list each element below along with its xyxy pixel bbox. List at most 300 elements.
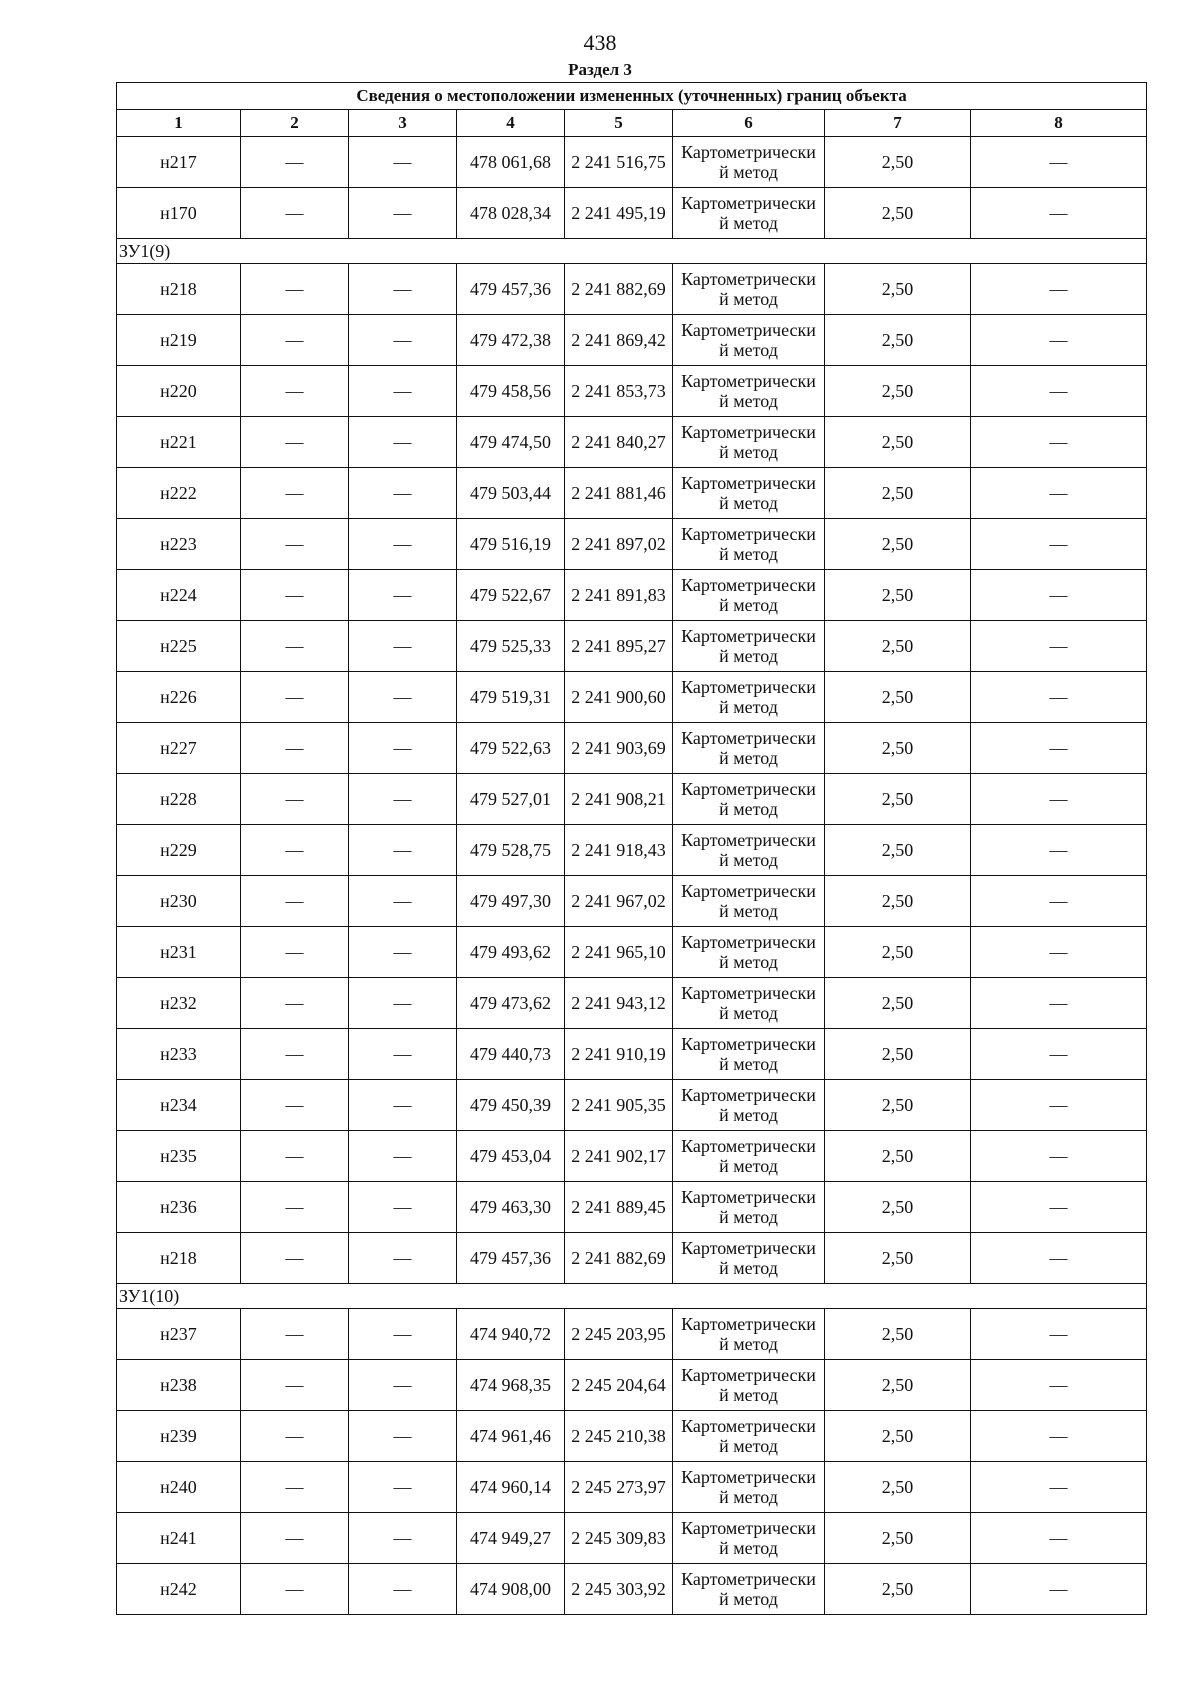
dash-cell: — (971, 723, 1147, 774)
point-name-cell: н236 (117, 1182, 241, 1233)
y-coordinate-cell: 2 245 309,83 (565, 1513, 673, 1564)
method-cell (673, 825, 825, 876)
point-name-cell: н224 (117, 570, 241, 621)
table-row (117, 1233, 1147, 1284)
y-coordinate-cell: 2 241 882,69 (565, 1233, 673, 1284)
method-line-2: й метод (719, 1589, 778, 1609)
method-cell (673, 1182, 825, 1233)
point-name-cell: н230 (117, 876, 241, 927)
dash-cell: — (349, 1462, 457, 1513)
table-row (117, 366, 1147, 417)
method-line-1: Картометрически (681, 626, 816, 646)
dash-cell: — (349, 876, 457, 927)
table-row (117, 1029, 1147, 1080)
dash-cell: — (241, 519, 349, 570)
column-number: 5 (565, 110, 673, 137)
table-row (117, 672, 1147, 723)
dash-cell: — (241, 570, 349, 621)
x-coordinate-cell: 474 961,46 (457, 1411, 565, 1462)
accuracy-cell: 2,50 (825, 1411, 971, 1462)
section-title: Раздел 3 (568, 60, 632, 79)
accuracy-cell: 2,50 (825, 1233, 971, 1284)
accuracy-cell: 2,50 (825, 1182, 971, 1233)
method-line-2: й метод (719, 1487, 778, 1507)
point-name-cell: н217 (117, 137, 241, 188)
method-line-1: Картометрически (681, 1238, 816, 1258)
method-cell (673, 468, 825, 519)
y-coordinate-cell: 2 241 965,10 (565, 927, 673, 978)
dash-cell: — (971, 1513, 1147, 1564)
dash-cell: — (241, 315, 349, 366)
method-cell (673, 1513, 825, 1564)
dash-cell: — (241, 1131, 349, 1182)
accuracy-cell: 2,50 (825, 519, 971, 570)
dash-cell: — (241, 468, 349, 519)
method-line-2: й метод (719, 1385, 778, 1405)
method-cell (673, 1309, 825, 1360)
method-line-1: Картометрически (681, 524, 816, 544)
method-line-1: Картометрически (681, 473, 816, 493)
table-row (117, 468, 1147, 519)
method-line-2: й метод (719, 1207, 778, 1227)
dash-cell: — (971, 188, 1147, 239)
dash-cell: — (241, 1182, 349, 1233)
dash-cell: — (241, 1309, 349, 1360)
method-line-2: й метод (719, 289, 778, 309)
method-line-2: й метод (719, 952, 778, 972)
method-cell (673, 417, 825, 468)
x-coordinate-cell: 479 440,73 (457, 1029, 565, 1080)
table-row (117, 315, 1147, 366)
dash-cell: — (349, 315, 457, 366)
dash-cell: — (971, 621, 1147, 672)
table-row (117, 137, 1147, 188)
dash-cell: — (349, 264, 457, 315)
method-line-1: Картометрически (681, 1518, 816, 1538)
x-coordinate-cell: 474 940,72 (457, 1309, 565, 1360)
method-line-2: й метод (719, 1003, 778, 1023)
point-name-cell: н218 (117, 264, 241, 315)
dash-cell: — (241, 1513, 349, 1564)
group-header-row (117, 1284, 1147, 1309)
y-coordinate-cell: 2 241 908,21 (565, 774, 673, 825)
accuracy-cell: 2,50 (825, 1080, 971, 1131)
dash-cell: — (349, 1182, 457, 1233)
dash-cell: — (971, 417, 1147, 468)
dash-cell: — (971, 1564, 1147, 1615)
method-line-1: Картометрически (681, 320, 816, 340)
method-line-2: й метод (719, 1538, 778, 1558)
accuracy-cell: 2,50 (825, 927, 971, 978)
method-line-1: Картометрически (681, 1416, 816, 1436)
y-coordinate-cell: 2 241 903,69 (565, 723, 673, 774)
method-cell (673, 621, 825, 672)
dash-cell: — (349, 417, 457, 468)
accuracy-cell: 2,50 (825, 876, 971, 927)
method-line-1: Картометрически (681, 1314, 816, 1334)
dash-cell: — (349, 570, 457, 621)
column-number: 7 (825, 110, 971, 137)
dash-cell: — (349, 621, 457, 672)
method-line-1: Картометрически (681, 1136, 816, 1156)
dash-cell: — (349, 1513, 457, 1564)
dash-cell: — (971, 1360, 1147, 1411)
table-row (117, 876, 1147, 927)
table-row (117, 978, 1147, 1029)
dash-cell: — (349, 672, 457, 723)
method-line-1: Картометрически (681, 422, 816, 442)
y-coordinate-cell: 2 241 840,27 (565, 417, 673, 468)
dash-cell: — (971, 570, 1147, 621)
method-cell (673, 1411, 825, 1462)
method-line-2: й метод (719, 1334, 778, 1354)
dash-cell: — (971, 315, 1147, 366)
point-name-cell: н233 (117, 1029, 241, 1080)
dash-cell: — (241, 774, 349, 825)
dash-cell: — (971, 876, 1147, 927)
method-line-2: й метод (719, 697, 778, 717)
method-cell (673, 366, 825, 417)
y-coordinate-cell: 2 241 882,69 (565, 264, 673, 315)
point-name-cell: н222 (117, 468, 241, 519)
method-line-1: Картометрически (681, 193, 816, 213)
point-name-cell: н223 (117, 519, 241, 570)
method-cell (673, 723, 825, 774)
group-label: ЗУ1(10) (117, 1284, 1147, 1309)
x-coordinate-cell: 479 516,19 (457, 519, 565, 570)
accuracy-cell: 2,50 (825, 1360, 971, 1411)
x-coordinate-cell: 479 474,50 (457, 417, 565, 468)
method-line-2: й метод (719, 748, 778, 768)
x-coordinate-cell: 479 457,36 (457, 1233, 565, 1284)
dash-cell: — (971, 468, 1147, 519)
dash-cell: — (349, 1309, 457, 1360)
dash-cell: — (971, 927, 1147, 978)
dash-cell: — (971, 519, 1147, 570)
point-name-cell: н228 (117, 774, 241, 825)
method-line-1: Картометрически (681, 830, 816, 850)
point-name-cell: н237 (117, 1309, 241, 1360)
point-name-cell: н240 (117, 1462, 241, 1513)
method-line-1: Картометрически (681, 1085, 816, 1105)
method-cell (673, 774, 825, 825)
point-name-cell: н232 (117, 978, 241, 1029)
y-coordinate-cell: 2 241 905,35 (565, 1080, 673, 1131)
dash-cell: — (241, 672, 349, 723)
method-line-2: й метод (719, 646, 778, 666)
dash-cell: — (971, 978, 1147, 1029)
method-line-1: Картометрически (681, 728, 816, 748)
dash-cell: — (971, 1462, 1147, 1513)
method-cell (673, 264, 825, 315)
y-coordinate-cell: 2 241 897,02 (565, 519, 673, 570)
x-coordinate-cell: 479 453,04 (457, 1131, 565, 1182)
dash-cell: — (971, 1029, 1147, 1080)
table-row (117, 621, 1147, 672)
y-coordinate-cell: 2 241 853,73 (565, 366, 673, 417)
accuracy-cell: 2,50 (825, 723, 971, 774)
dash-cell: — (349, 137, 457, 188)
dash-cell: — (349, 723, 457, 774)
method-cell (673, 978, 825, 1029)
accuracy-cell: 2,50 (825, 366, 971, 417)
method-line-2: й метод (719, 493, 778, 513)
method-cell (673, 927, 825, 978)
x-coordinate-cell: 474 949,27 (457, 1513, 565, 1564)
dash-cell: — (349, 468, 457, 519)
method-line-1: Картометрически (681, 881, 816, 901)
dash-cell: — (971, 137, 1147, 188)
accuracy-cell: 2,50 (825, 825, 971, 876)
dash-cell: — (241, 876, 349, 927)
accuracy-cell: 2,50 (825, 315, 971, 366)
accuracy-cell: 2,50 (825, 1029, 971, 1080)
point-name-cell: н218 (117, 1233, 241, 1284)
table-row (117, 1513, 1147, 1564)
y-coordinate-cell: 2 245 203,95 (565, 1309, 673, 1360)
y-coordinate-cell: 2 245 210,38 (565, 1411, 673, 1462)
y-coordinate-cell: 2 245 273,97 (565, 1462, 673, 1513)
dash-cell: — (241, 1233, 349, 1284)
accuracy-cell: 2,50 (825, 621, 971, 672)
dash-cell: — (349, 927, 457, 978)
dash-cell: — (349, 1411, 457, 1462)
method-line-2: й метод (719, 1436, 778, 1456)
method-cell (673, 570, 825, 621)
x-coordinate-cell: 479 458,56 (457, 366, 565, 417)
accuracy-cell: 2,50 (825, 1131, 971, 1182)
x-coordinate-cell: 474 908,00 (457, 1564, 565, 1615)
method-line-2: й метод (719, 1258, 778, 1278)
method-cell (673, 188, 825, 239)
y-coordinate-cell: 2 241 943,12 (565, 978, 673, 1029)
dash-cell: — (349, 188, 457, 239)
method-line-2: й метод (719, 162, 778, 182)
group-header-row (117, 239, 1147, 264)
method-line-2: й метод (719, 544, 778, 564)
page-number: 438 (583, 30, 617, 55)
dash-cell: — (971, 1131, 1147, 1182)
y-coordinate-cell: 2 241 891,83 (565, 570, 673, 621)
y-coordinate-cell: 2 241 910,19 (565, 1029, 673, 1080)
point-name-cell: н239 (117, 1411, 241, 1462)
point-name-cell: н227 (117, 723, 241, 774)
x-coordinate-cell: 479 522,63 (457, 723, 565, 774)
x-coordinate-cell: 479 522,67 (457, 570, 565, 621)
accuracy-cell: 2,50 (825, 468, 971, 519)
dash-cell: — (349, 1564, 457, 1615)
column-numbers-row (117, 110, 1147, 137)
accuracy-cell: 2,50 (825, 672, 971, 723)
method-line-1: Картометрически (681, 1034, 816, 1054)
dash-cell: — (971, 1080, 1147, 1131)
method-line-2: й метод (719, 1156, 778, 1176)
dash-cell: — (241, 1029, 349, 1080)
dash-cell: — (971, 1411, 1147, 1462)
y-coordinate-cell: 2 241 900,60 (565, 672, 673, 723)
dash-cell: — (241, 927, 349, 978)
method-line-2: й метод (719, 442, 778, 462)
point-name-cell: н170 (117, 188, 241, 239)
x-coordinate-cell: 479 497,30 (457, 876, 565, 927)
method-cell (673, 876, 825, 927)
dash-cell: — (349, 1029, 457, 1080)
table-row (117, 1080, 1147, 1131)
x-coordinate-cell: 479 457,36 (457, 264, 565, 315)
dash-cell: — (241, 1564, 349, 1615)
method-cell (673, 1029, 825, 1080)
method-line-1: Картометрически (681, 142, 816, 162)
point-name-cell: н226 (117, 672, 241, 723)
method-cell (673, 1080, 825, 1131)
y-coordinate-cell: 2 245 204,64 (565, 1360, 673, 1411)
x-coordinate-cell: 478 028,34 (457, 188, 565, 239)
accuracy-cell: 2,50 (825, 417, 971, 468)
x-coordinate-cell: 479 463,30 (457, 1182, 565, 1233)
method-cell (673, 137, 825, 188)
coordinates-table (116, 82, 1147, 1615)
point-name-cell: н221 (117, 417, 241, 468)
method-cell (673, 519, 825, 570)
accuracy-cell: 2,50 (825, 1564, 971, 1615)
dash-cell: — (971, 1309, 1147, 1360)
method-cell (673, 1131, 825, 1182)
table-row (117, 264, 1147, 315)
accuracy-cell: 2,50 (825, 1309, 971, 1360)
y-coordinate-cell: 2 241 516,75 (565, 137, 673, 188)
point-name-cell: н238 (117, 1360, 241, 1411)
dash-cell: — (241, 137, 349, 188)
dash-cell: — (241, 188, 349, 239)
dash-cell: — (349, 366, 457, 417)
dash-cell: — (241, 264, 349, 315)
group-label: ЗУ1(9) (117, 239, 1147, 264)
accuracy-cell: 2,50 (825, 137, 971, 188)
x-coordinate-cell: 479 473,62 (457, 978, 565, 1029)
table-row (117, 1360, 1147, 1411)
dash-cell: — (241, 621, 349, 672)
accuracy-cell: 2,50 (825, 1462, 971, 1513)
dash-cell: — (349, 519, 457, 570)
method-cell (673, 1233, 825, 1284)
method-line-1: Картометрически (681, 779, 816, 799)
table-row (117, 188, 1147, 239)
dash-cell: — (241, 978, 349, 1029)
y-coordinate-cell: 2 241 869,42 (565, 315, 673, 366)
column-number: 1 (117, 110, 241, 137)
method-line-1: Картометрически (681, 1569, 816, 1589)
y-coordinate-cell: 2 241 902,17 (565, 1131, 673, 1182)
dash-cell: — (971, 774, 1147, 825)
dash-cell: — (241, 825, 349, 876)
method-cell (673, 1360, 825, 1411)
method-line-1: Картометрически (681, 983, 816, 1003)
table-body (117, 137, 1147, 1615)
column-number: 6 (673, 110, 825, 137)
method-line-2: й метод (719, 391, 778, 411)
x-coordinate-cell: 479 503,44 (457, 468, 565, 519)
method-line-2: й метод (719, 1054, 778, 1074)
y-coordinate-cell: 2 241 495,19 (565, 188, 673, 239)
method-line-1: Картометрически (681, 932, 816, 952)
table-row (117, 1564, 1147, 1615)
y-coordinate-cell: 2 241 881,46 (565, 468, 673, 519)
dash-cell: — (241, 366, 349, 417)
table-row (117, 1182, 1147, 1233)
table-row (117, 1462, 1147, 1513)
column-number: 3 (349, 110, 457, 137)
dash-cell: — (241, 417, 349, 468)
method-cell (673, 672, 825, 723)
dash-cell: — (971, 1182, 1147, 1233)
accuracy-cell: 2,50 (825, 1513, 971, 1564)
y-coordinate-cell: 2 241 918,43 (565, 825, 673, 876)
table-row (117, 723, 1147, 774)
accuracy-cell: 2,50 (825, 978, 971, 1029)
dash-cell: — (349, 1080, 457, 1131)
method-cell (673, 315, 825, 366)
dash-cell: — (349, 825, 457, 876)
accuracy-cell: 2,50 (825, 188, 971, 239)
table-caption: Сведения о местоположении измененных (уточненных) границ объекта (117, 83, 1147, 110)
point-name-cell: н220 (117, 366, 241, 417)
dash-cell: — (971, 1233, 1147, 1284)
dash-cell: — (971, 366, 1147, 417)
method-line-1: Картометрически (681, 269, 816, 289)
table-row (117, 927, 1147, 978)
dash-cell: — (349, 1360, 457, 1411)
method-line-1: Картометрически (681, 1365, 816, 1385)
x-coordinate-cell: 479 493,62 (457, 927, 565, 978)
y-coordinate-cell: 2 241 895,27 (565, 621, 673, 672)
method-line-2: й метод (719, 340, 778, 360)
table-row (117, 1131, 1147, 1182)
method-line-2: й метод (719, 213, 778, 233)
method-line-2: й метод (719, 799, 778, 819)
x-coordinate-cell: 479 528,75 (457, 825, 565, 876)
method-line-2: й метод (719, 595, 778, 615)
y-coordinate-cell: 2 241 967,02 (565, 876, 673, 927)
dash-cell: — (971, 825, 1147, 876)
x-coordinate-cell: 478 061,68 (457, 137, 565, 188)
dash-cell: — (349, 1131, 457, 1182)
table-row (117, 570, 1147, 621)
table-row (117, 1411, 1147, 1462)
dash-cell: — (241, 1080, 349, 1131)
point-name-cell: н225 (117, 621, 241, 672)
method-line-1: Картометрически (681, 1187, 816, 1207)
y-coordinate-cell: 2 245 303,92 (565, 1564, 673, 1615)
x-coordinate-cell: 474 960,14 (457, 1462, 565, 1513)
table-row (117, 417, 1147, 468)
x-coordinate-cell: 479 450,39 (457, 1080, 565, 1131)
x-coordinate-cell: 479 525,33 (457, 621, 565, 672)
method-line-2: й метод (719, 1105, 778, 1125)
dash-cell: — (241, 723, 349, 774)
dash-cell: — (349, 774, 457, 825)
x-coordinate-cell: 474 968,35 (457, 1360, 565, 1411)
dash-cell: — (349, 978, 457, 1029)
point-name-cell: н231 (117, 927, 241, 978)
column-number: 2 (241, 110, 349, 137)
point-name-cell: н241 (117, 1513, 241, 1564)
dash-cell: — (241, 1462, 349, 1513)
table-row (117, 1309, 1147, 1360)
method-cell (673, 1564, 825, 1615)
point-name-cell: н229 (117, 825, 241, 876)
method-line-2: й метод (719, 901, 778, 921)
x-coordinate-cell: 479 472,38 (457, 315, 565, 366)
